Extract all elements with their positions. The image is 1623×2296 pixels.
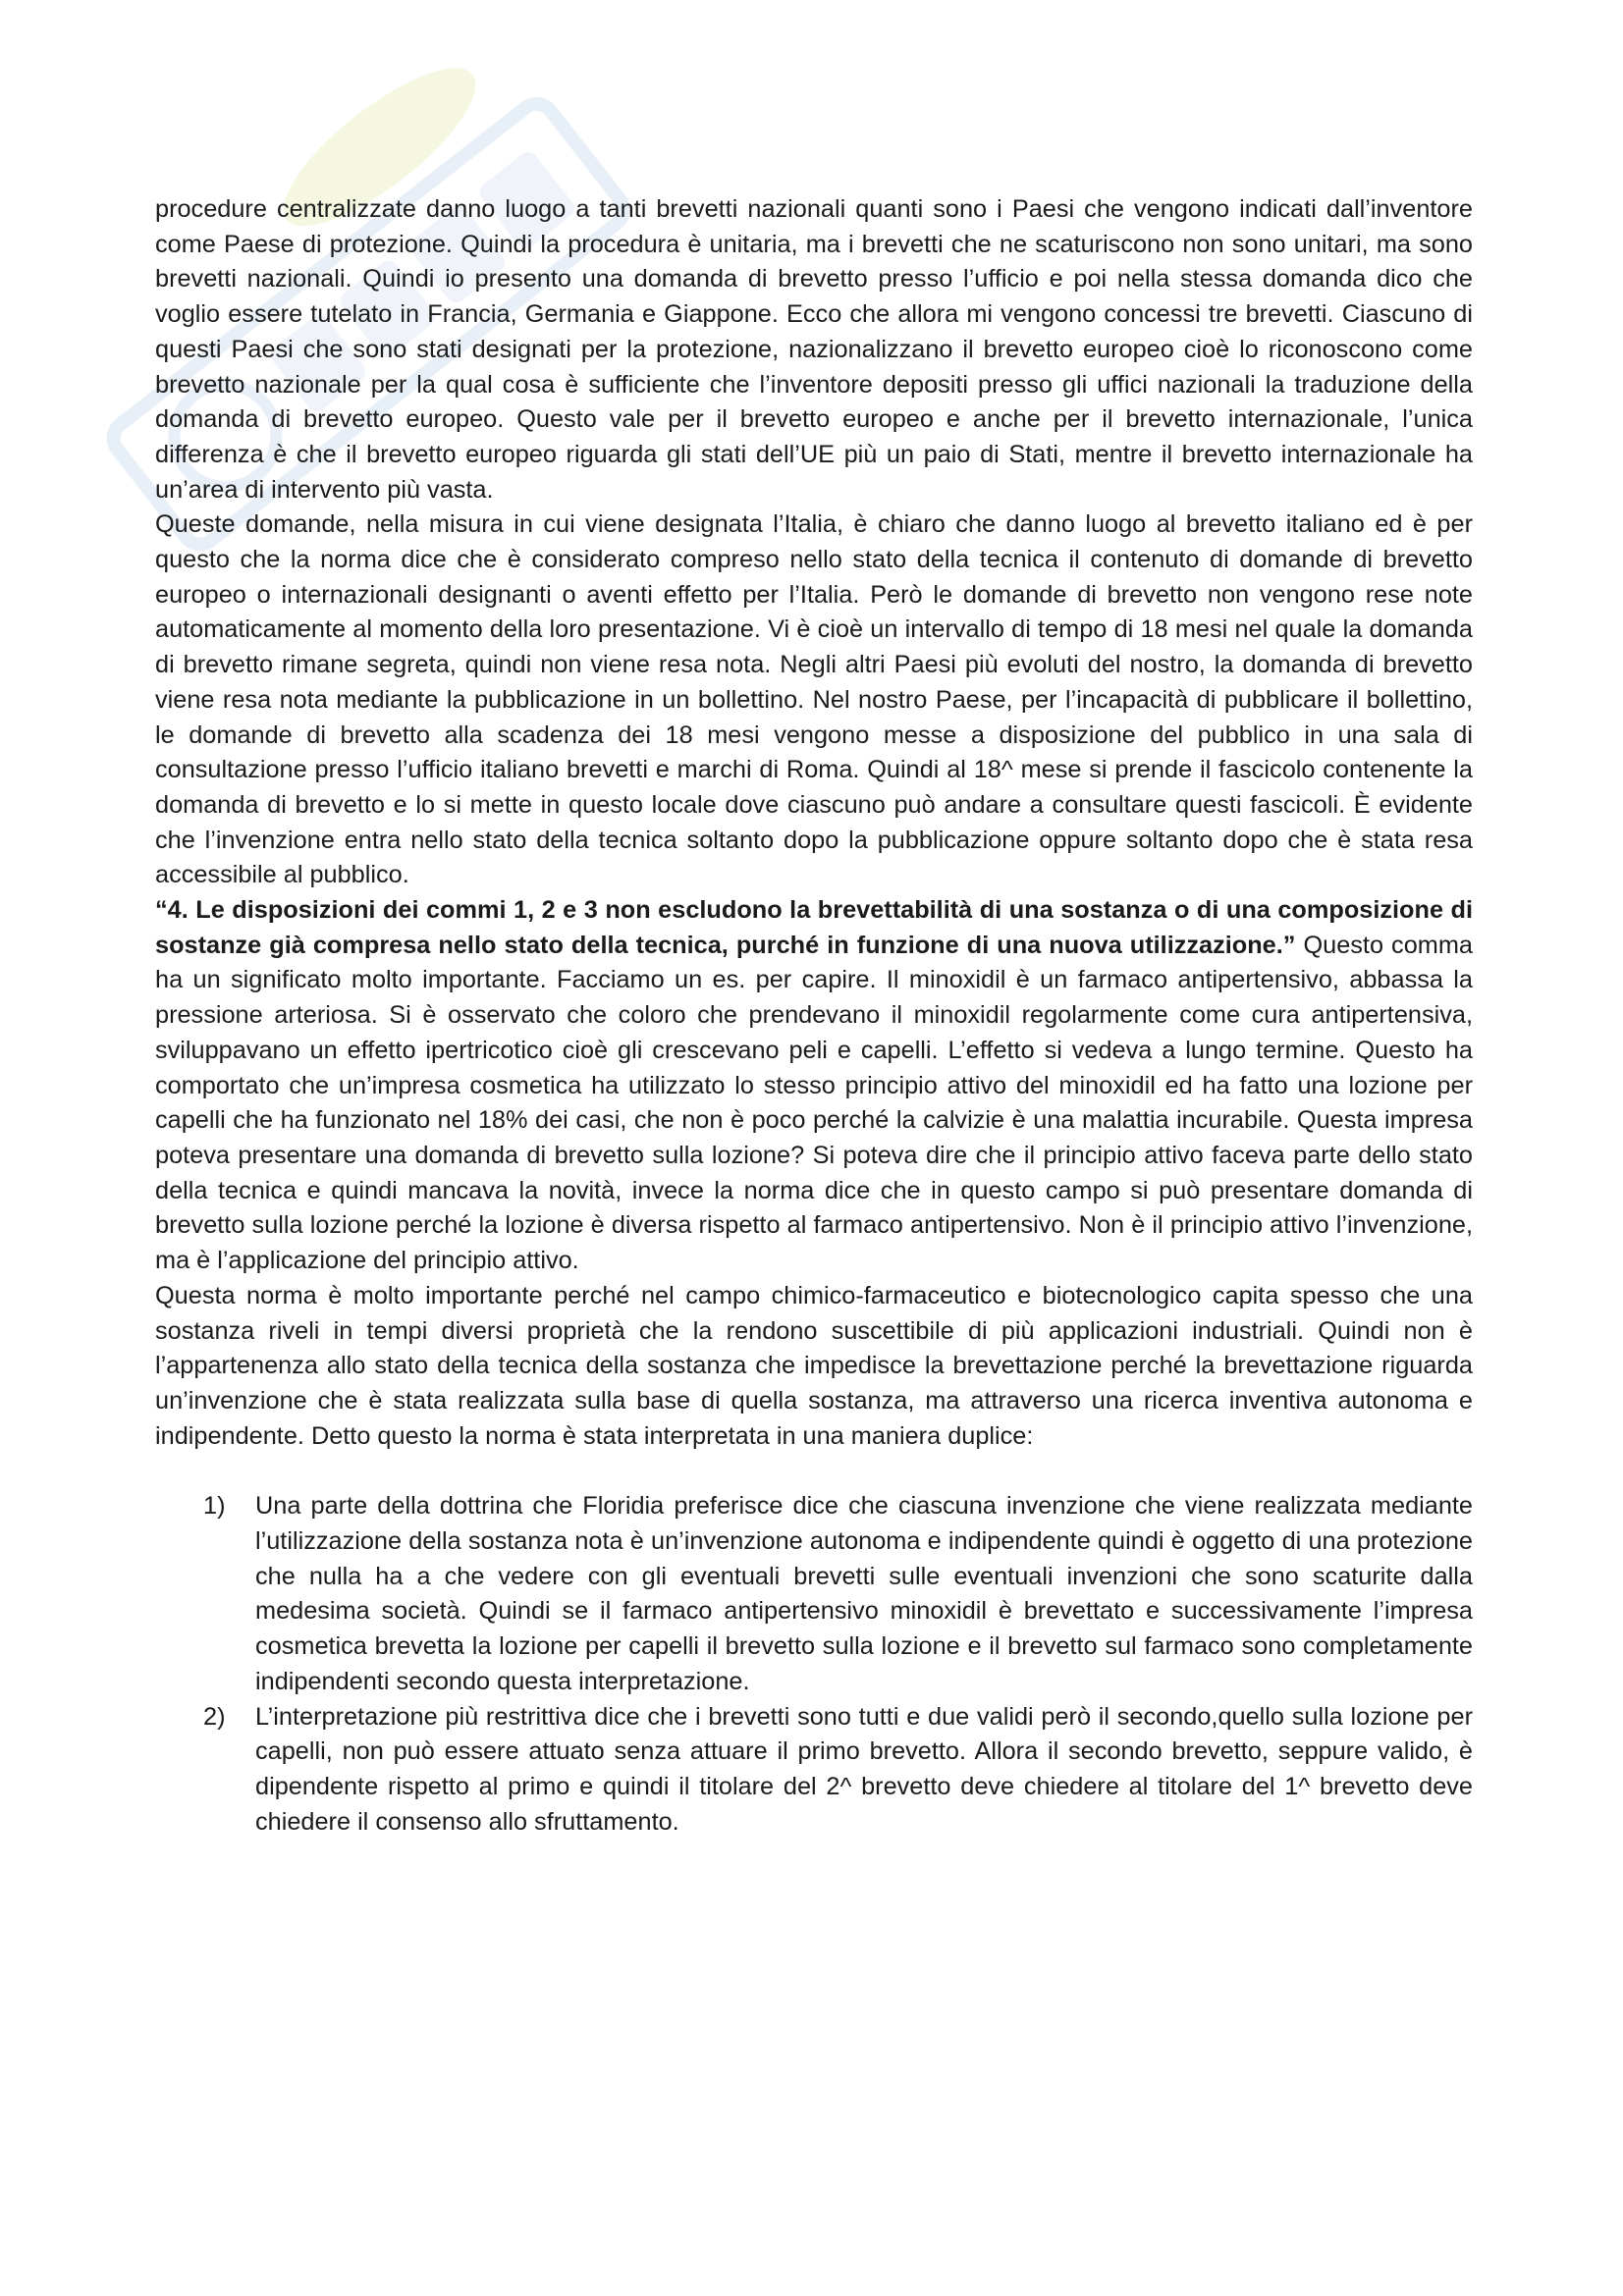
quoted-norm-comma-4: “4. Le disposizioni dei commi 1, 2 e 3 non escludono la brevettabilità di una sostanza o di una composizione di sostanze già compresa nello stato della tecnica, purché in funzione di una nuova utilizzazione.” [155, 896, 1473, 959]
list-marker: 1) [203, 1492, 226, 1521]
list-item-text: Una parte della dottrina che Floridia preferisce dice che ciascuna invenzione che viene realizzata mediante l’utilizzazione della sostanza nota è un’invenzione autonoma e indipendente quindi è oggetto di una protezione che nulla ha a che vedere con gli eventuali brevetti sulle eventuali invenzioni che sono scaturite dalla medesima società. Quindi se il farmaco antipertensivo minoxidil è brevettato e successivamente l’impresa cosmetica brevetta la lozione per capelli il brevetto sulla lozione e il brevetto sul farmaco sono completamente indipendenti secondo questa interpretazione. [255, 1492, 1473, 1695]
paragraph-comma-4 [155, 893, 1473, 1279]
list-item [155, 1489, 1473, 1699]
list-marker: 2) [203, 1702, 226, 1731]
interpretations-list [155, 1489, 1473, 1840]
paragraph-procedure: procedure centralizzate danno luogo a tanti brevetti nazionali quanti sono i Paesi che vengono indicati dall’inventore come Paese di protezione. Quindi la procedura è unitaria, ma i brevetti che ne scaturiscono non sono unitari, ma sono brevetti nazionali. Quindi io presento una domanda di brevetto presso l’ufficio e poi nella stessa domanda dico che voglio essere tutelato in Francia, Germania e Giappone. Ecco che allora mi vengono concessi tre brevetti. Ciascuno di questi Paesi che sono stati designati per la protezione, nazionalizzano il brevetto europeo cioè lo riconoscono come brevetto nazionale per la qual cosa è sufficiente che l’inventore depositi presso gli uffici nazionali la traduzione della domanda di brevetto europeo. Questo vale per il brevetto europeo e anche per il brevetto internazionale, l’unica differenza è che il brevetto europeo riguarda gli stati dell’UE più un paio di Stati, mentre il brevetto internazionale ha un’area di intervento più vasta. [155, 195, 1473, 504]
list-item [155, 1700, 1473, 1841]
comma-4-explanation: Questo comma ha un significato molto importante. Facciamo un es. per capire. Il minoxidil è un farmaco antipertensivo, abbassa la pressione arteriosa. Si è osservato che coloro che prendevano il minoxidil regolarmente come cura antipertensiva, sviluppavano un effetto ipertricotico cioè gli crescevano peli e capelli. L’effetto si vedeva a lungo termine. Questo ha comportato che un’impresa cosmetica ha utilizzato lo stesso principio attivo del minoxidil ed ha fatto una lozione per capelli che ha funzionato nel 18% dei casi, che non è poco perché la calvizie è una malattia incurabile. Questa impresa poteva presentare una domanda di brevetto sulla lozione? Si poteva dire che il principio attivo faceva parte dello stato della tecnica e quindi mancava la novità, invece la norma dice che in questo campo si può presentare domanda di brevetto sulla lozione perché la lozione è diversa rispetto al farmaco antipertensivo. Non è il principio attivo l’invenzione, ma è l’applicazione del principio attivo. [155, 931, 1473, 1275]
document-page [155, 192, 1473, 1840]
paragraph-norma-importante: Questa norma è molto importante perché nel campo chimico-farmaceutico e biotecnologico capita spesso che una sostanza riveli in tempi diversi proprietà che la rendono suscettibile di più applicazioni industriali. Quindi non è l’appartenenza allo stato della tecnica della sostanza che impedisce la brevettazione perché la brevettazione riguarda un’invenzione che è stata realizzata sulla base di quella sostanza, ma attraverso una ricerca inventiva autonoma e indipendente. Detto questo la norma è stata interpretata in una maniera duplice: [155, 1281, 1473, 1450]
paragraph-domande-italia: Queste domande, nella misura in cui viene designata l’Italia, è chiaro che danno luogo al brevetto italiano ed è per questo che la norma dice che è considerato compreso nello stato della tecnica il contenuto di domande di brevetto europeo o internazionali designanti o aventi effetto per l’Italia. Però le domande di brevetto non vengono rese note automaticamente al momento della loro presentazione. Vi è cioè un intervallo di tempo di 18 mesi nel quale la domanda di brevetto rimane segreta, quindi non viene resa nota. Negli altri Paesi più evoluti del nostro, la domanda di brevetto viene resa nota mediante la pubblicazione in un bollettino. Nel nostro Paese, per l’incapacità di pubblicare il bollettino, le domande di brevetto alla scadenza dei 18 mesi vengono messe a disposizione del pubblico in una sala di consultazione presso l’ufficio italiano brevetti e marchi di Roma. Quindi al 18^ mese si prende il fascicolo contenente la domanda di brevetto e lo si mette in questo locale dove ciascuno può andare a consultare questi fascicoli. È evidente che l’invenzione entra nello stato della tecnica soltanto dopo la pubblicazione oppure soltanto dopo che è stata resa accessibile al pubblico. [155, 510, 1473, 889]
spacer [155, 1454, 1473, 1489]
list-item-text: L’interpretazione più restrittiva dice che i brevetti sono tutti e due validi però il secondo,quello sulla lozione per capelli, non può essere attuato senza attuare il primo brevetto. Allora il secondo brevetto, seppure valido, è dipendente rispetto al primo e quindi il titolare del 2^ brevetto deve chiedere al titolare del 1^ brevetto deve chiedere il consenso allo sfruttamento. [255, 1702, 1473, 1836]
